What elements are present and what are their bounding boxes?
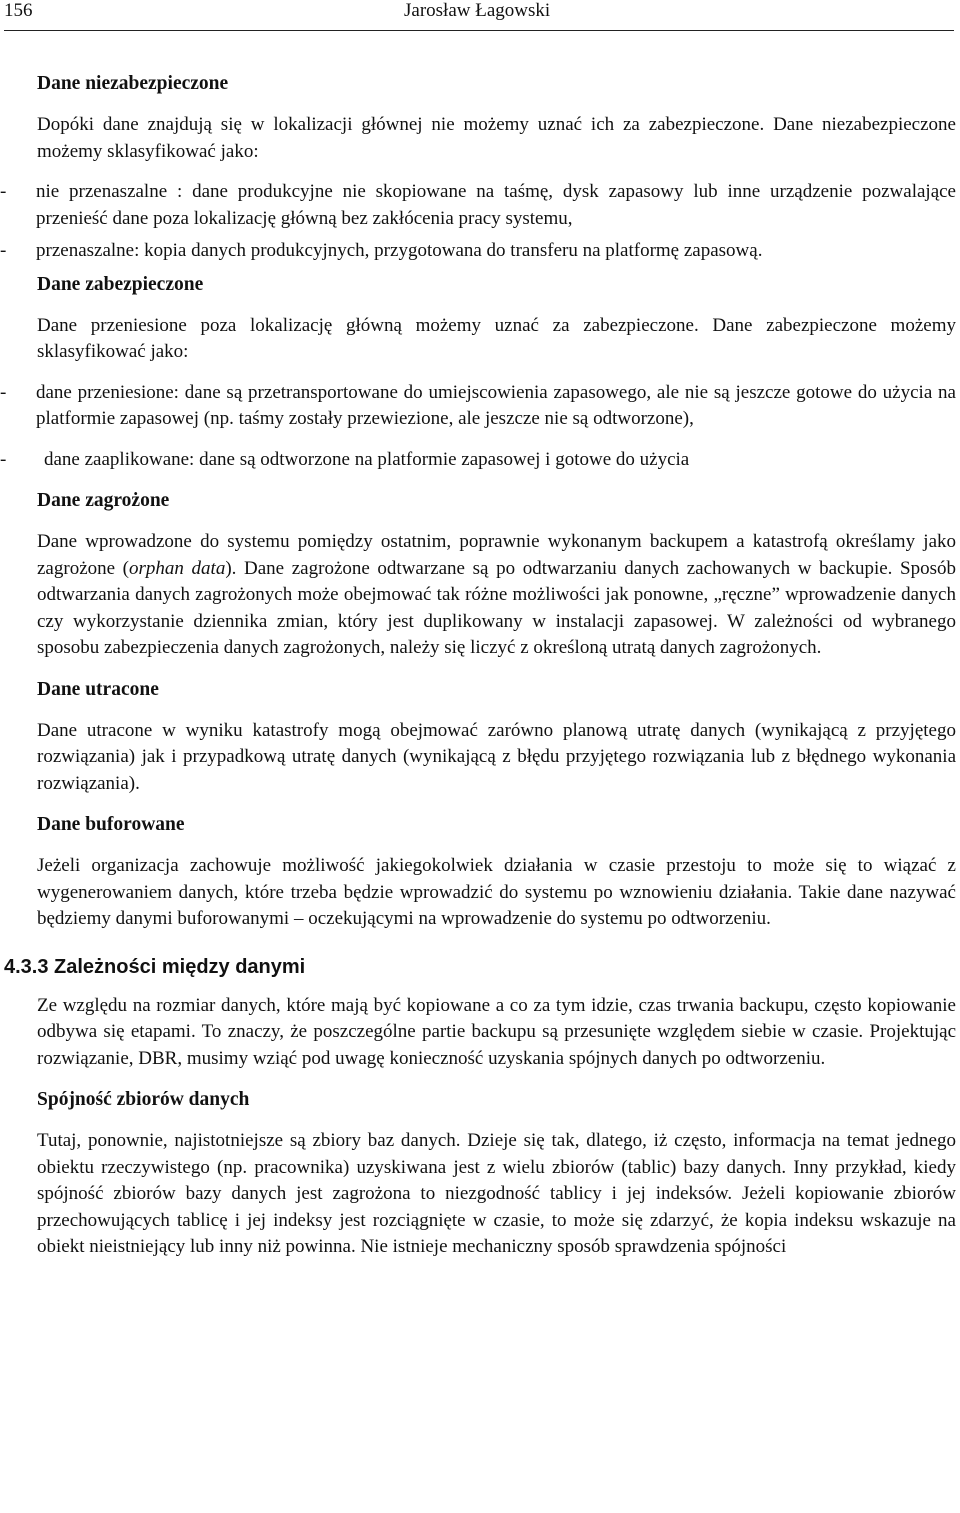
paragraph-zabezpieczone-intro: Dane przeniesione poza lokalizację główną możemy uznać za zabezpieczone. Dane zabezpieczone możemy sklasyfikować jako: (37, 314, 956, 362)
paragraph-spojnosc: Tutaj, ponownie, najistotniejsze są zbiory baz danych. Dzieje się tak, dlatego, iż często, informacja na temat jednego obiektu rzeczywistego (np. pracownika) uzyskiwana jest z wielu zbiorów (tablic) bazy danych. Inny przykład, kiedy spójność zbiorów bazy danych jest zagrożona to niezgodność tablicy i jej indeksów. Jeżeli kopiowanie zbiorów przechowujących tablicę i jej indeksy jest rozciągnięte w czasie, to może się zdarzyć, że kopia indeksu wskazuje na obiekt nieistniejący lub inny niż powinna. Nie istnieje mechaniczny sposób sprawdzenia spójności (37, 1130, 956, 1257)
list-item (0, 179, 956, 232)
list-item (0, 380, 956, 433)
page-number: 156 (4, 0, 33, 21)
body-text (0, 70, 956, 1275)
orphan-data-term: orphan data (129, 557, 226, 579)
paragraph-zagrozone (37, 529, 956, 662)
list-item (0, 238, 956, 265)
running-header-author: Jarosław Łagowski (404, 0, 551, 21)
running-header (4, 0, 954, 31)
section-heading-zaleznosci: 4.3.3 Zależności między danymi (4, 955, 306, 978)
list-dash: - (0, 240, 7, 261)
list-dash: - (0, 448, 7, 470)
paragraph-zagrozone-text-before: Dane wprowadzone do systemu pomiędzy ostatnim, poprawnie wykonanym backupem a katastrofą określamy jako zagrożone ( (37, 531, 956, 579)
list-dash: - (0, 381, 7, 403)
heading-buforowane: Dane buforowane (37, 814, 185, 835)
list-item-text: dane zaaplikowane: dane są odtworzone na platformie zapasowej i gotowe do użycia (44, 448, 690, 470)
paragraph-zaleznosci: Ze względu na rozmiar danych, które mają być kopiowane a co za tym idzie, czas trwania backupu, często kopiowanie odbywa się etapami. To znaczy, że poszczególne partie backupu są przesunięte względem siebie w czasie. Projektując rozwiązanie, DBR, musimy wziąć pod uwagę konieczność uzyskania spójnych danych po odtworzeniu. (37, 994, 956, 1069)
heading-zabezpieczone: Dane zabezpieczone (37, 273, 204, 295)
list-item (0, 447, 956, 474)
heading-niezabezpieczone: Dane niezabezpieczone (37, 73, 229, 94)
heading-utracone: Dane utracone (37, 678, 159, 700)
paragraph-niezabezpieczone-intro: Dopóki dane znajdują się w lokalizacji głównej nie możemy uznać ich za zabezpieczone. Dane niezabezpieczone możemy sklasyfikować jako: (37, 114, 956, 162)
paragraph-utracone: Dane utracone w wyniku katastrofy mogą obejmować zarówno planową utratę danych (wynikającą z przyjętego rozwiązania) jak i przypadkową utratę danych (wynikającą z błędu przyjętego rozwiązania lub z błędnego wykonania rozwiązania). (37, 719, 956, 794)
paragraph-buforowane: Jeżeli organizacja zachowuje możliwość jakiegokolwiek działania w czasie przestoju to może się to wiązać z wygenerowaniem danych, które trzeba będzie wprowadzić do systemu po wznowieniu działania. Takie dane nazywać będziemy danymi buforowanymi – oczekującymi na wprowadzenie do systemu po odtworzeniu. (37, 855, 956, 929)
heading-zagrozone: Dane zagrożone (37, 490, 170, 511)
list-item-text: przenaszalne: kopia danych produkcyjnych, przygotowana do transferu na platformę zapasową. (36, 240, 763, 261)
list-dash: - (0, 181, 7, 202)
paragraph-zagrozone-text-after: ). Dane zagrożone odtwarzane są po odtwarzaniu danych zachowanych w backupie. Sposób odtwarzania danych zagrożonych może obejmować tak różne możliwości jak ponowne, „ręczne” wprowadzenie danych czy wykorzystanie dziennika zmian, który jest duplikowany w instalacji zapasowej. W zależności od wybranego sposobu zabezpieczenia danych zagrożonych, należy się liczyć z określoną utratą danych zagrożonych. (37, 557, 956, 658)
heading-spojnosc: Spójność zbiorów danych (37, 1089, 250, 1110)
list-item-text: dane przeniesione: dane są przetransportowane do umiejscowienia zapasowego, ale nie są jeszcze gotowe do użycia na platformie zapasowej (np. taśmy zostały przewiezione, ale jeszcze nie są odtworzone), (36, 381, 956, 429)
list-item-text: nie przenaszalne : dane produkcyjne nie skopiowane na taśmę, dysk zapasowy lub inne urządzenie pozwalające przenieść dane poza lokalizację główną bez zakłócenia pracy systemu, (36, 181, 956, 229)
